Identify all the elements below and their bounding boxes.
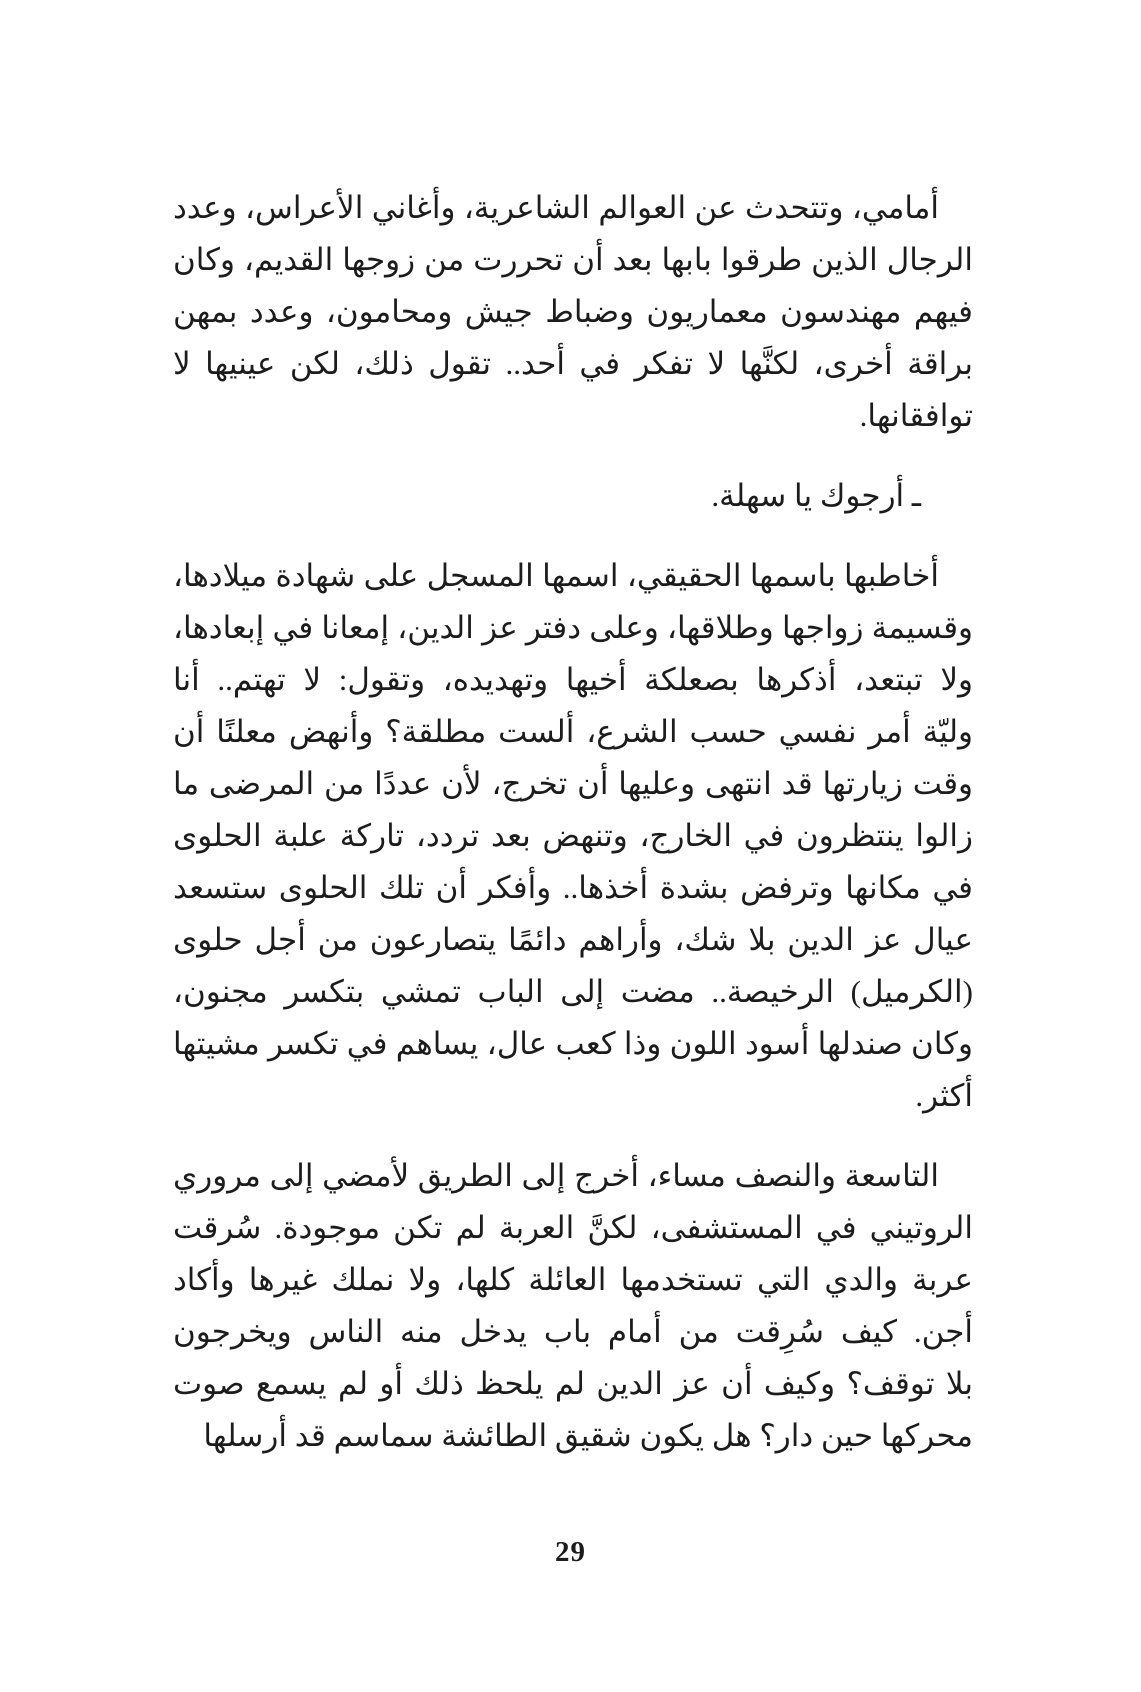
text-line: التاسعة والنصف مساء، أخرج إلى الطريق لأمضي إلى مروري bbox=[173, 1158, 939, 1193]
text-line: بلا توقف؟ وكيف أن عز الدين لم يلحظ ذلك أو لم يسمع صوت bbox=[173, 1366, 973, 1401]
text-line: (الكرميل) الرخيصة.. مضت إلى الباب تمشي بتكسر مجنون، bbox=[173, 974, 973, 1009]
text-line: محركها حين دار؟ هل يكون شقيق الطائشة سماسم قد أرسلها bbox=[203, 1418, 973, 1453]
text-line: عربة والدي التي تستخدمها العائلة كلها، ولا نملك غيرها وأكاد bbox=[173, 1262, 973, 1297]
text-line: أمامي، وتتحدث عن العوالم الشاعرية، وأغاني الأعراس، وعدد bbox=[173, 190, 939, 225]
paragraph-3 bbox=[173, 1150, 973, 1462]
dialogue-line: ـ أرجوك يا سهلة. bbox=[711, 478, 921, 513]
text-line: وليّة أمر نفسي حسب الشرع، ألست مطلقة؟ وأنهض معلنًا أن bbox=[173, 714, 973, 749]
text-line: توافقانها. bbox=[859, 398, 973, 433]
text-line: الرجال الذين طرقوا بابها بعد أن تحررت من زوجها القديم، وكان bbox=[173, 242, 973, 277]
text-line: أخاطبها باسمها الحقيقي، اسمها المسجل على شهادة ميلادها، bbox=[173, 558, 939, 593]
text-line: أجن. كيف سُرِقت من أمام باب يدخل منه الناس ويخرجون bbox=[173, 1314, 973, 1349]
text-line: أكثر. bbox=[915, 1078, 973, 1113]
text-line: عيال عز الدين بلا شك، وأراهم دائمًا يتصارعون من أجل حلوى bbox=[173, 922, 973, 957]
text-line: ولا تبتعد، أذكرها بصعلكة أخيها وتهديده، وتقول: لا تهتم.. أنا bbox=[173, 662, 973, 697]
text-line: وقت زيارتها قد انتهى وعليها أن تخرج، لأن عددًا من المرضى ما bbox=[173, 766, 973, 801]
text-line: الروتيني في المستشفى، لكنَّ العربة لم تكن موجودة. سُرقت bbox=[173, 1210, 973, 1245]
text-line: وكان صندلها أسود اللون وذا كعب عال، يساهم في تكسر مشيتها bbox=[173, 1026, 973, 1061]
page-number: 29 bbox=[555, 1536, 586, 1568]
paragraph-2 bbox=[173, 550, 973, 1122]
text-line: فيهم مهندسون معماريون وضباط جيش ومحامون، وعدد بمهن bbox=[173, 294, 973, 329]
text-line: وقسيمة زواجها وطلاقها، وعلى دفتر عز الدين، إمعانا في إبعادها، bbox=[173, 610, 973, 645]
body-text-block bbox=[173, 182, 973, 1462]
text-line: زالوا ينتظرون في الخارج، وتنهض بعد تردد، تاركة علبة الحلوى bbox=[173, 818, 973, 853]
text-line: براقة أخرى، لكنَّها لا تفكر في أحد.. تقول ذلك، لكن عينيها لا bbox=[173, 346, 973, 381]
paragraph-1 bbox=[173, 182, 973, 442]
text-line: في مكانها وترفض بشدة أخذها.. وأفكر أن تلك الحلوى ستسعد bbox=[173, 870, 973, 905]
paragraph-dialogue bbox=[173, 470, 973, 522]
